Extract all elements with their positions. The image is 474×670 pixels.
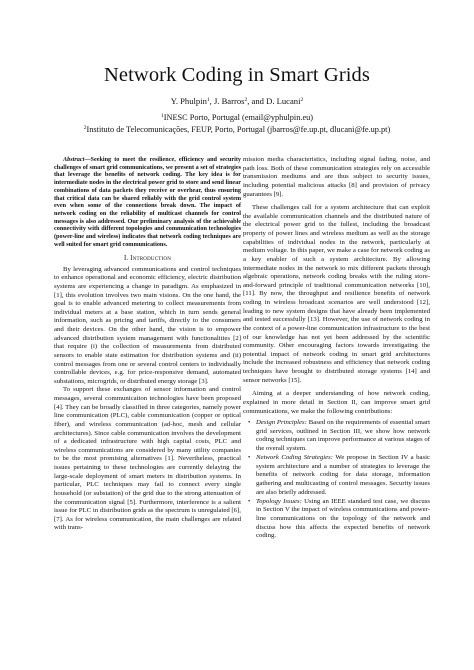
list-item-term: Design Principles:	[256, 419, 307, 427]
list-item	[248, 454, 430, 497]
list-item-text: Using an IEEE standard test case, we discuss in Section V the impact of wireless communications and power-line communications on the topology of the network and discuss how this affects the expected benefits of network coding.	[256, 497, 430, 540]
affiliation-marker: 1	[206, 97, 210, 103]
intro-paragraph: To support these exchanges of sensor information and control messages, several communication technologies have been proposed [4]. They can be broadly classified in three categories, namely power line communication (PLC), cable communication (copper or optical fiber), and wireless communication (ad-hoc, mesh and cellular architectures). Since cable communication involves the development of a dedicated infrastructure with high capital costs, PLC and wireless communications are considered by many utility companies to be the most promising alternatives [1]. Nevertheless, practical issues pertaining to these technologies are currently delaying the large-scale deployment of smart meters in distribution systems. In particular, PLC techniques may fail to connect every single household (or substation) of the grid due to the strong attenuation of the communication signal [5]. Furthermore, interference is a salient issue for PLC in distribution grids as the spectrum is unregulated [6], [7]. As for wireless communication, the main challenges are related with trans-	[54, 386, 241, 532]
contributions-list	[243, 419, 430, 541]
bullet-icon: •	[248, 497, 251, 505]
author-line	[0, 96, 474, 107]
body-paragraph: Aiming at a deeper understanding of how network coding, explained in more detail in Section II, can improve smart grid communications, we make the following contributions:	[243, 390, 430, 415]
author-separator: , and	[247, 96, 267, 106]
affiliation-text: Instituto de Telecomunicações, FEUP, Porto, Portugal (jbarros@fe.up.pt, dlucani@fe.up.pt)	[86, 125, 391, 134]
author-separator: ,	[209, 96, 214, 106]
bullet-icon: •	[248, 454, 251, 462]
affiliation-text: INESC Porto, Portugal (email@yphulpin.eu)	[163, 113, 314, 122]
list-item-term: Network Coding Strategies:	[256, 454, 334, 462]
affiliation-marker: 2	[300, 97, 304, 103]
list-item	[248, 497, 430, 541]
affiliation-2	[0, 124, 474, 135]
abstract	[54, 156, 241, 249]
left-column	[54, 156, 241, 533]
abstract-text: —Seeking to meet the resilience, efficiency and security challenges of smart grid communications, we present a set of strategies that leverage the benefits of network coding. The key idea is for intermediate nodes in the electrical power grid to store and send linear combinations of data packets they receive or overhear, thus ensuring that critical data can be shared reliably with the grid control system even when some of the connections break down. The impact of network coding on the reliability of multicast channels for control messages is also addressed. Our preliminary analysis of the achievable connectivity with different topologies and communication technologies (power-line and wireless) indicates that network coding techniques are well suited for smart grid communications.	[54, 156, 241, 248]
affiliation-marker: 1	[160, 113, 164, 119]
section-heading-introduction: I. Introduction	[123, 254, 172, 262]
author-name: Y. Phulpin	[170, 96, 207, 106]
right-column	[243, 156, 430, 541]
author-name: D. Lucani	[266, 96, 301, 106]
list-item	[248, 419, 430, 454]
affiliation-marker: 2	[244, 97, 248, 103]
intro-paragraph: By leveraging advanced communications and control techniques to enhance operational and economic efficiency, electric distribution systems are experiencing a change in paradigm. As emphasized in [1], this evolution involves two main visions. On the one hand, the goal is to enable advanced metering to collect measurements from individual meters at a base station, which in turn sends general information, such as pricing and tariffs, directly to the consumers and their devices. On the other hand, the vision is to empower advanced distribution system management with functionalities [2] that require (i) the collection of measurements from distributed sensors to enable state estimation for distribution systems and (ii) control messages from one or several control centers to individually controllable devices, e.g. for price-responsive demand, automated substations, microgrids, or distributed energy storage [3].	[54, 265, 241, 385]
author-name: J. Barros	[213, 96, 245, 106]
list-item-text: We propose in Section IV a basic system architecture and a number of strategies to leverage the benefits of network coding for data storage, information gathering and multicasting of control messages. Security issues are also briefly addressed.	[256, 454, 430, 496]
paper-title: Network Coding in Smart Grids	[104, 64, 370, 86]
abstract-lead: Abstract	[63, 156, 85, 163]
list-item-term: Topology Issues:	[256, 497, 302, 505]
list-item-text: Based on the requirements of essential smart grid services, outlined in Section III, we show how network coding techniques can improve performance at various stages of the overall system.	[256, 419, 430, 452]
bullet-icon: •	[248, 419, 251, 427]
affiliation-marker: 2	[83, 125, 87, 131]
body-paragraph: These challenges call for a system architecture that can exploit the available communication channels and the distributed nature of the electrical power grid to the fullest, including the broadcast property of power lines and wireless medium as well as the storage capabilities of individual nodes in the network, particularly at medium voltage. In this paper, we make a case for network coding as a key enabler of such a system architecture. By allowing intermediate nodes in the network to mix different packets through algebraic operations, network coding breaks with the ruling store-and-forward principle of traditional communication networks [10], [11]. By now, the throughput and resilience benefits of network coding in wireless broadcast scenarios are well understood [12], leading to new system designs that have already been implemented and tested successfully [13]. However, the use of network coding in the context of a power-line communication infrastructure to the best of our knowledge has not yet been addressed by the scientific community. Other encouraging factors towards investigating the potential impact of network coding in smart grid architectures include the increased robustness and efficiency that network coding techniques have brought to distributed storage systems [14] and sensor networks [15].	[243, 204, 430, 384]
affiliation-1	[0, 112, 474, 123]
continued-paragraph: mission media characteristics, including signal fading, noise, and path loss. Both of these communication strategies rely on accessible transmission mediums and are thus subject to security issues, including potential malicious attacks [8] and provision of privacy guarantees [9].	[243, 156, 430, 198]
